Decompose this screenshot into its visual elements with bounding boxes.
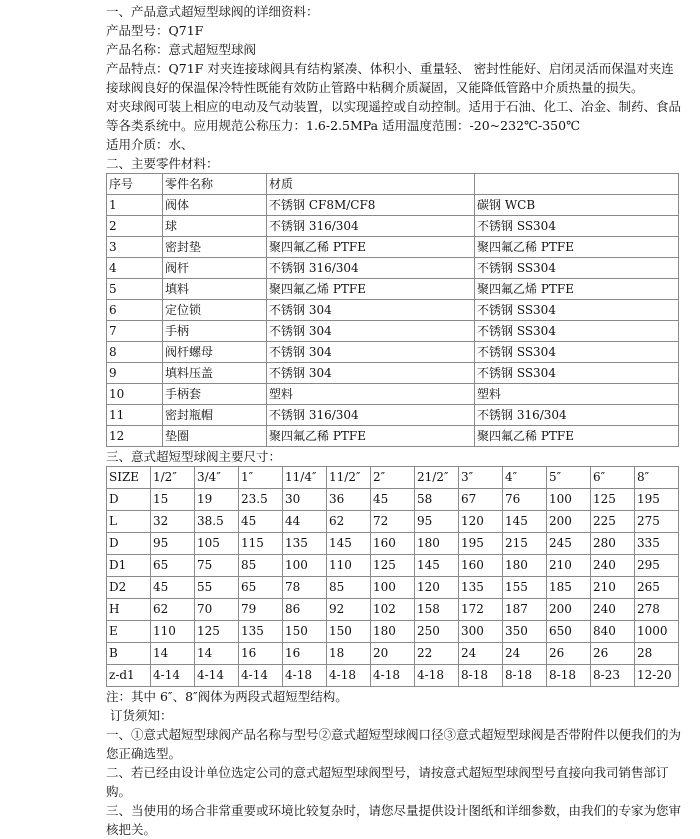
table-cell: 650: [547, 621, 591, 643]
table-cell: 150: [283, 621, 327, 643]
table-cell: 聚四氟乙稀 PTFE: [475, 237, 679, 258]
table-cell: 125: [591, 489, 635, 511]
header-cell: 材质: [267, 174, 475, 195]
table-cell: 不锈钢 SS304: [475, 300, 679, 321]
table-cell: 不锈钢 316/304: [267, 216, 475, 237]
table-cell: 23.5: [239, 489, 283, 511]
table-cell: 不锈钢 CF8M/CF8: [267, 195, 475, 216]
table-cell: 不锈钢 SS304: [475, 321, 679, 342]
table-row: [107, 300, 679, 321]
table-cell: 10: [107, 384, 163, 405]
table-cell: 62: [151, 599, 195, 621]
table-cell: 聚四氟乙稀 PTFE: [475, 426, 679, 447]
table-row: [107, 665, 679, 687]
table-cell: 100: [547, 489, 591, 511]
table-cell: 38.5: [195, 511, 239, 533]
table-cell: 155: [503, 577, 547, 599]
table-cell: 180: [371, 621, 415, 643]
table-cell: 不锈钢 SS304: [475, 216, 679, 237]
table-cell: 95: [415, 511, 459, 533]
table-cell: 聚四氟乙稀 PTFE: [267, 237, 475, 258]
table-row: [107, 511, 679, 533]
table-cell: 180: [415, 533, 459, 555]
table-cell: 158: [415, 599, 459, 621]
table-cell: 聚四氟乙烯 PTFE: [267, 279, 475, 300]
table-cell: 100: [371, 577, 415, 599]
table-row: [107, 599, 679, 621]
table-cell: 200: [547, 599, 591, 621]
table-row: [107, 533, 679, 555]
table-cell: 145: [327, 533, 371, 555]
name-value: 意式超短型球阀: [168, 42, 257, 57]
table-cell: 密封瓶帽: [163, 405, 267, 426]
table-cell: 16: [283, 643, 327, 665]
table-cell: 16: [239, 643, 283, 665]
table-cell: 定位锁: [163, 300, 267, 321]
table-cell: 145: [415, 555, 459, 577]
table-cell: 不锈钢 SS304: [475, 363, 679, 384]
table-cell: 195: [635, 489, 679, 511]
table-cell: 125: [371, 555, 415, 577]
table-cell: 36: [327, 489, 371, 511]
table-cell: 250: [415, 621, 459, 643]
table-cell: 填料: [163, 279, 267, 300]
table-cell: 8-18: [503, 665, 547, 687]
table-row: [107, 643, 679, 665]
table-cell: 115: [239, 533, 283, 555]
table-cell: 11/2″: [327, 467, 371, 489]
ordering-item-3: 三、当使用的场合非常重要或环境比较复杂时，请您尽量提供设计图纸和详细参数，由我们的专家为您审核把关。: [106, 803, 682, 837]
table-cell: 不锈钢 304: [267, 300, 475, 321]
table-cell: 215: [503, 533, 547, 555]
table-cell: 不锈钢 304: [267, 342, 475, 363]
table-cell: 4-18: [327, 665, 371, 687]
table-cell: 72: [371, 511, 415, 533]
table-cell: 塑料: [475, 384, 679, 405]
table-cell: 24: [459, 643, 503, 665]
table-cell: 195: [459, 533, 503, 555]
table-cell: 92: [327, 599, 371, 621]
table-cell: 180: [503, 555, 547, 577]
table-row: [107, 405, 679, 426]
table-cell: 聚四氟乙烯 PTFE: [475, 279, 679, 300]
table-cell: 不锈钢 316/304: [267, 258, 475, 279]
table-cell: 62: [327, 511, 371, 533]
table-cell: H: [107, 599, 151, 621]
table-row: [107, 279, 679, 300]
table-cell: 3″: [459, 467, 503, 489]
table-cell: 8-23: [591, 665, 635, 687]
table-cell: 275: [635, 511, 679, 533]
ordering-heading: 订货须知：: [110, 708, 173, 723]
table-cell: 85: [327, 577, 371, 599]
table-cell: 105: [195, 533, 239, 555]
table-cell: 95: [151, 533, 195, 555]
table-cell: 335: [635, 533, 679, 555]
table-cell: 8: [107, 342, 163, 363]
table-cell: 135: [239, 621, 283, 643]
table-cell: 21/2″: [415, 467, 459, 489]
table-cell: 11/4″: [283, 467, 327, 489]
table-cell: 14: [195, 643, 239, 665]
table-row: [107, 216, 679, 237]
table-cell: 不锈钢 SS304: [475, 342, 679, 363]
table-cell: z-d1: [107, 665, 151, 687]
table-row: [107, 426, 679, 447]
model-label: 产品型号：: [106, 23, 169, 38]
table-cell: D1: [107, 555, 151, 577]
table-cell: 55: [195, 577, 239, 599]
name-label: 产品名称：: [106, 42, 169, 57]
table-cell: 350: [503, 621, 547, 643]
features-label: 产品特点：: [106, 61, 169, 76]
table-row: [107, 577, 679, 599]
table-cell: 240: [591, 555, 635, 577]
table-cell: 32: [151, 511, 195, 533]
table-cell: 102: [371, 599, 415, 621]
table-cell: 1: [107, 195, 163, 216]
table-cell: 79: [239, 599, 283, 621]
table-cell: 4″: [503, 467, 547, 489]
table-cell: 78: [283, 577, 327, 599]
table-row: [107, 195, 679, 216]
table-cell: 120: [415, 577, 459, 599]
table-cell: 28: [635, 643, 679, 665]
table-cell: 210: [591, 577, 635, 599]
table-cell: 8-18: [459, 665, 503, 687]
table-cell: 填料压盖: [163, 363, 267, 384]
table-cell: 阀杆: [163, 258, 267, 279]
table-cell: 阀杆螺母: [163, 342, 267, 363]
table-cell: 15: [151, 489, 195, 511]
table-cell: 4-14: [195, 665, 239, 687]
table-cell: 30: [283, 489, 327, 511]
table-cell: 280: [591, 533, 635, 555]
table-cell: 210: [547, 555, 591, 577]
table-cell: 碳钢 WCB: [475, 195, 679, 216]
table-cell: 11: [107, 405, 163, 426]
table-cell: 160: [459, 555, 503, 577]
table-cell: 18: [327, 643, 371, 665]
table-cell: 240: [591, 599, 635, 621]
table-cell: 160: [371, 533, 415, 555]
size-header-row: [107, 467, 679, 489]
table-cell: 85: [239, 555, 283, 577]
materials-header-row: [107, 174, 679, 195]
table-cell: 19: [195, 489, 239, 511]
table-cell: 12-20: [635, 665, 679, 687]
table-cell: 185: [547, 577, 591, 599]
table-cell: 密封垫: [163, 237, 267, 258]
table-cell: L: [107, 511, 151, 533]
header-cell: [475, 174, 679, 195]
table-row: [107, 321, 679, 342]
table-cell: 44: [283, 511, 327, 533]
section-1-heading: 一、产品意式超短型球阀的详细资料：: [106, 4, 319, 19]
table-cell: 300: [459, 621, 503, 643]
table-cell: 1″: [239, 467, 283, 489]
table-cell: 150: [327, 621, 371, 643]
table-cell: 3: [107, 237, 163, 258]
table-cell: 4: [107, 258, 163, 279]
table-cell: 840: [591, 621, 635, 643]
table-cell: 4-18: [371, 665, 415, 687]
table-cell: 24: [503, 643, 547, 665]
table-cell: 阀体: [163, 195, 267, 216]
table-cell: 9: [107, 363, 163, 384]
table-cell: 26: [591, 643, 635, 665]
table-cell: 76: [503, 489, 547, 511]
table-cell: 8-18: [547, 665, 591, 687]
table-cell: 5: [107, 279, 163, 300]
table-cell: 1/2″: [151, 467, 195, 489]
table-cell: 110: [327, 555, 371, 577]
table-cell: 2″: [371, 467, 415, 489]
table-cell: 45: [151, 577, 195, 599]
table-cell: 278: [635, 599, 679, 621]
section-2-heading: 二、主要零件材料：: [106, 156, 219, 171]
table-cell: 58: [415, 489, 459, 511]
table-cell: 球: [163, 216, 267, 237]
header-cell: 零件名称: [163, 174, 267, 195]
table-cell: 200: [547, 511, 591, 533]
ordering-item-2: 二、若已经由设计单位选定公司的意式超短型球阀型号，请按意式超短型球阀型号直接向我司销售部订购。: [106, 765, 669, 799]
table-cell: 6″: [591, 467, 635, 489]
table-cell: 不锈钢 316/304: [475, 405, 679, 426]
table-cell: 135: [459, 577, 503, 599]
table-cell: 3/4″: [195, 467, 239, 489]
model-line: [106, 21, 684, 40]
table-row: [107, 258, 679, 279]
table-cell: 67: [459, 489, 503, 511]
table-cell: 不锈钢 304: [267, 363, 475, 384]
table-cell: 8″: [635, 467, 679, 489]
dimensions-table-body: [107, 467, 679, 687]
table-cell: 120: [459, 511, 503, 533]
table-row: [107, 384, 679, 405]
table-cell: 不锈钢 304: [267, 321, 475, 342]
model-value: Q71F: [168, 23, 204, 38]
table-cell: 135: [283, 533, 327, 555]
table-row: [107, 363, 679, 384]
materials-table: [106, 173, 679, 447]
table-cell: 2: [107, 216, 163, 237]
features-text: Q71F 对夹连接球阀具有结构紧凑、体积小、重量轻、 密封性能好、启闭灵活而保温对夹连接球阀良好的保温保冷特性既能有效防止管路中粘稠介质凝固，又能降低管路中介质热量的损失。: [106, 61, 674, 95]
table-cell: SIZE: [107, 467, 151, 489]
table-cell: 垫圈: [163, 426, 267, 447]
table-cell: 110: [151, 621, 195, 643]
section-3-heading: 三、意式超短型球阀主要尺寸：: [106, 449, 282, 464]
table-cell: 塑料: [267, 384, 475, 405]
table-cell: D2: [107, 577, 151, 599]
table-cell: 145: [503, 511, 547, 533]
table-cell: 45: [371, 489, 415, 511]
table-cell: 7: [107, 321, 163, 342]
table-cell: 65: [239, 577, 283, 599]
table-row: [107, 342, 679, 363]
table-cell: 20: [371, 643, 415, 665]
table-cell: 5″: [547, 467, 591, 489]
table-cell: 1000: [635, 621, 679, 643]
table-row: [107, 621, 679, 643]
table-cell: 6: [107, 300, 163, 321]
table-cell: 225: [591, 511, 635, 533]
table-cell: 265: [635, 577, 679, 599]
table-cell: D: [107, 533, 151, 555]
dimensions-table: [106, 466, 679, 687]
table-cell: 26: [547, 643, 591, 665]
table-cell: 245: [547, 533, 591, 555]
materials-table-body: [107, 174, 679, 447]
table-cell: 70: [195, 599, 239, 621]
table-cell: 22: [415, 643, 459, 665]
table-cell: 100: [283, 555, 327, 577]
table-cell: 86: [283, 599, 327, 621]
table-cell: B: [107, 643, 151, 665]
table-cell: 4-14: [239, 665, 283, 687]
name-line: [106, 40, 684, 59]
application-paragraph: 对夹球阀可装上相应的电动及气动装置，以实现遥控或自动控制。适用于石油、化工、冶金、制药、食品等各类系统中。应用规范公称压力：1.6-2.5MPa 适用温度范围：-20~232℃-350℃: [106, 99, 682, 133]
table-cell: 4-18: [283, 665, 327, 687]
table-row: [107, 489, 679, 511]
table-cell: 不锈钢 SS304: [475, 258, 679, 279]
table-cell: 手柄套: [163, 384, 267, 405]
table-cell: 172: [459, 599, 503, 621]
table-row: [107, 237, 679, 258]
table-cell: 4-18: [415, 665, 459, 687]
table-cell: 12: [107, 426, 163, 447]
table-cell: 4-14: [151, 665, 195, 687]
dimensions-note: 注：其中 6″、8″阀体为两段式超短型结构。: [106, 689, 348, 704]
table-cell: 45: [239, 511, 283, 533]
table-cell: 295: [635, 555, 679, 577]
table-cell: E: [107, 621, 151, 643]
table-cell: 65: [151, 555, 195, 577]
table-cell: 75: [195, 555, 239, 577]
table-cell: 不锈钢 316/304: [267, 405, 475, 426]
table-cell: 187: [503, 599, 547, 621]
media-line: 适用介质：水、: [106, 137, 194, 152]
features-paragraph: [106, 59, 684, 97]
table-cell: 14: [151, 643, 195, 665]
table-row: [107, 555, 679, 577]
ordering-item-1: 一、①意式超短型球阀产品名称与型号②意式超短型球阀口径③意式超短型球阀是否带附件以便我们的为您正确选型。: [106, 727, 682, 761]
table-cell: 125: [195, 621, 239, 643]
table-cell: D: [107, 489, 151, 511]
table-cell: 聚四氟乙稀 PTFE: [267, 426, 475, 447]
table-cell: 手柄: [163, 321, 267, 342]
header-cell: 序号: [107, 174, 163, 195]
